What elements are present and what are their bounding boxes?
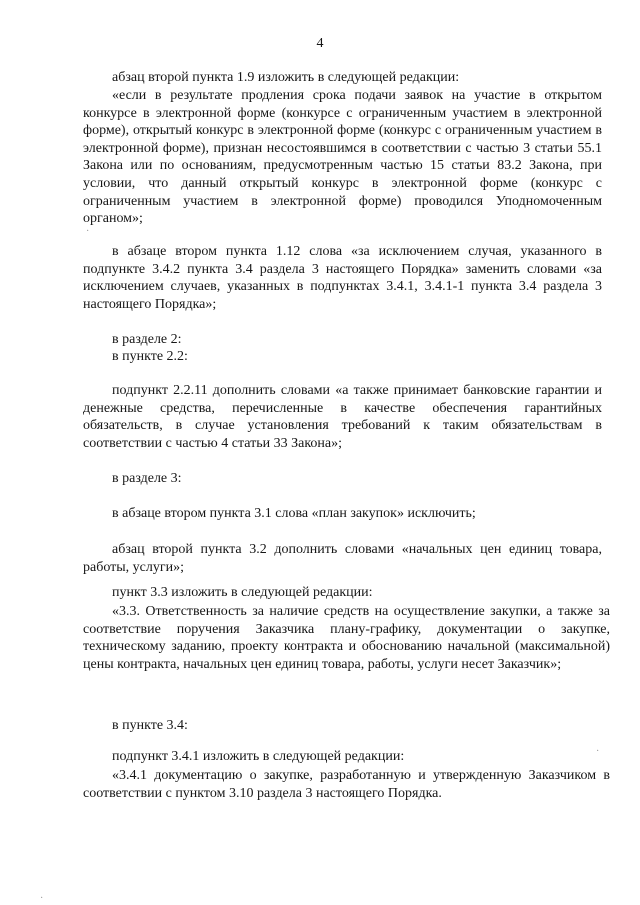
paragraph-13 [112,748,602,766]
scan-speck: · [86,226,90,237]
paragraph-8 [112,505,602,523]
paragraph-2-text: «если в результате продления срока подачи заявок на участие в открытом конкурсе в электронной форме (конкурсе с ограниченным участием в электронной форме), открытый конкурс в электронной форме (конкурс с ограниченным участием в электронной форме), признан несостоявшимся в соответствии с частью 3 статьи 55.1 Закона или по основаниям, предусмотренным частью 15 статьи 83.2 Закона, при условии, что данный открытый конкурс в электронной форме (конкурс с ограниченным участием в электронной форме) проводился Уподномоченным органом»; [83,88,602,227]
paragraph-2 [83,87,602,228]
paragraph-3-text: в абзаце втором пункта 1.12 слова «за исключением случая, указанного в подпункте 3.4.2 пункта 3.4 раздела 3 настоящего Порядка» заменить словами «за исключением случаев, указанных в подпунктах 3.4.1, 3.4.1-1 пункта 3.4 раздела 3 настоящего Порядка»; [83,244,602,312]
scan-speck: · [596,746,600,757]
paragraph-7 [112,470,602,488]
paragraph-12-text: в пункте 3.4: [112,718,188,733]
paragraph-3 [83,243,602,313]
page-number: 4 [316,36,324,51]
paragraph-14 [83,767,610,802]
paragraph-8-text: в абзаце втором пункта 3.1 слова «план закупок» исключить; [112,506,476,521]
paragraph-4 [112,331,602,349]
paragraph-1-text: абзац второй пункта 1.9 изложить в следующей редакции: [112,70,460,85]
paragraph-6-text: подпункт 2.2.11 дополнить словами «а также принимает банковские гарантии и денежные средства, перечисленные в качестве обеспечения гарантийных обязательств, в случае установления требований к таким обязательствам в соответствии с частью 4 статьи 33 Закона»; [83,383,602,451]
scan-speck: · [40,893,44,904]
paragraph-12 [112,717,602,735]
paragraph-6 [83,382,602,452]
paragraph-5 [112,348,602,366]
paragraph-14-text: «3.4.1 документацию о закупке, разработанную и утвержденную Заказчиком в соответствии с пунктом 3.10 раздела 3 настоящего Порядка. [83,768,610,801]
paragraph-9-text: абзац второй пункта 3.2 дополнить словами «начальных цен единиц товара, работы, услуги»; [83,542,602,575]
paragraph-11 [83,603,610,673]
paragraph-9 [83,541,602,576]
paragraph-11-text: «3.3. Ответственность за наличие средств на осуществление закупки, а также за соответствие поручения Заказчика плану-графику, документации о закупке, техническому заданию, проекту контракта и обоснованию начальной (максимальной) цены контракта, начальных цен единиц товара, работы, услуги несет Заказчик»; [83,604,610,672]
paragraph-5-text: в пункте 2.2: [112,349,188,364]
paragraph-13-text: подпункт 3.4.1 изложить в следующей редакции: [112,749,405,764]
paragraph-7-text: в разделе 3: [112,471,182,486]
paragraph-10-text: пункт 3.3 изложить в следующей редакции: [112,585,373,600]
paragraph-1 [112,69,602,87]
paragraph-4-text: в разделе 2: [112,332,182,347]
paragraph-10 [112,584,602,602]
